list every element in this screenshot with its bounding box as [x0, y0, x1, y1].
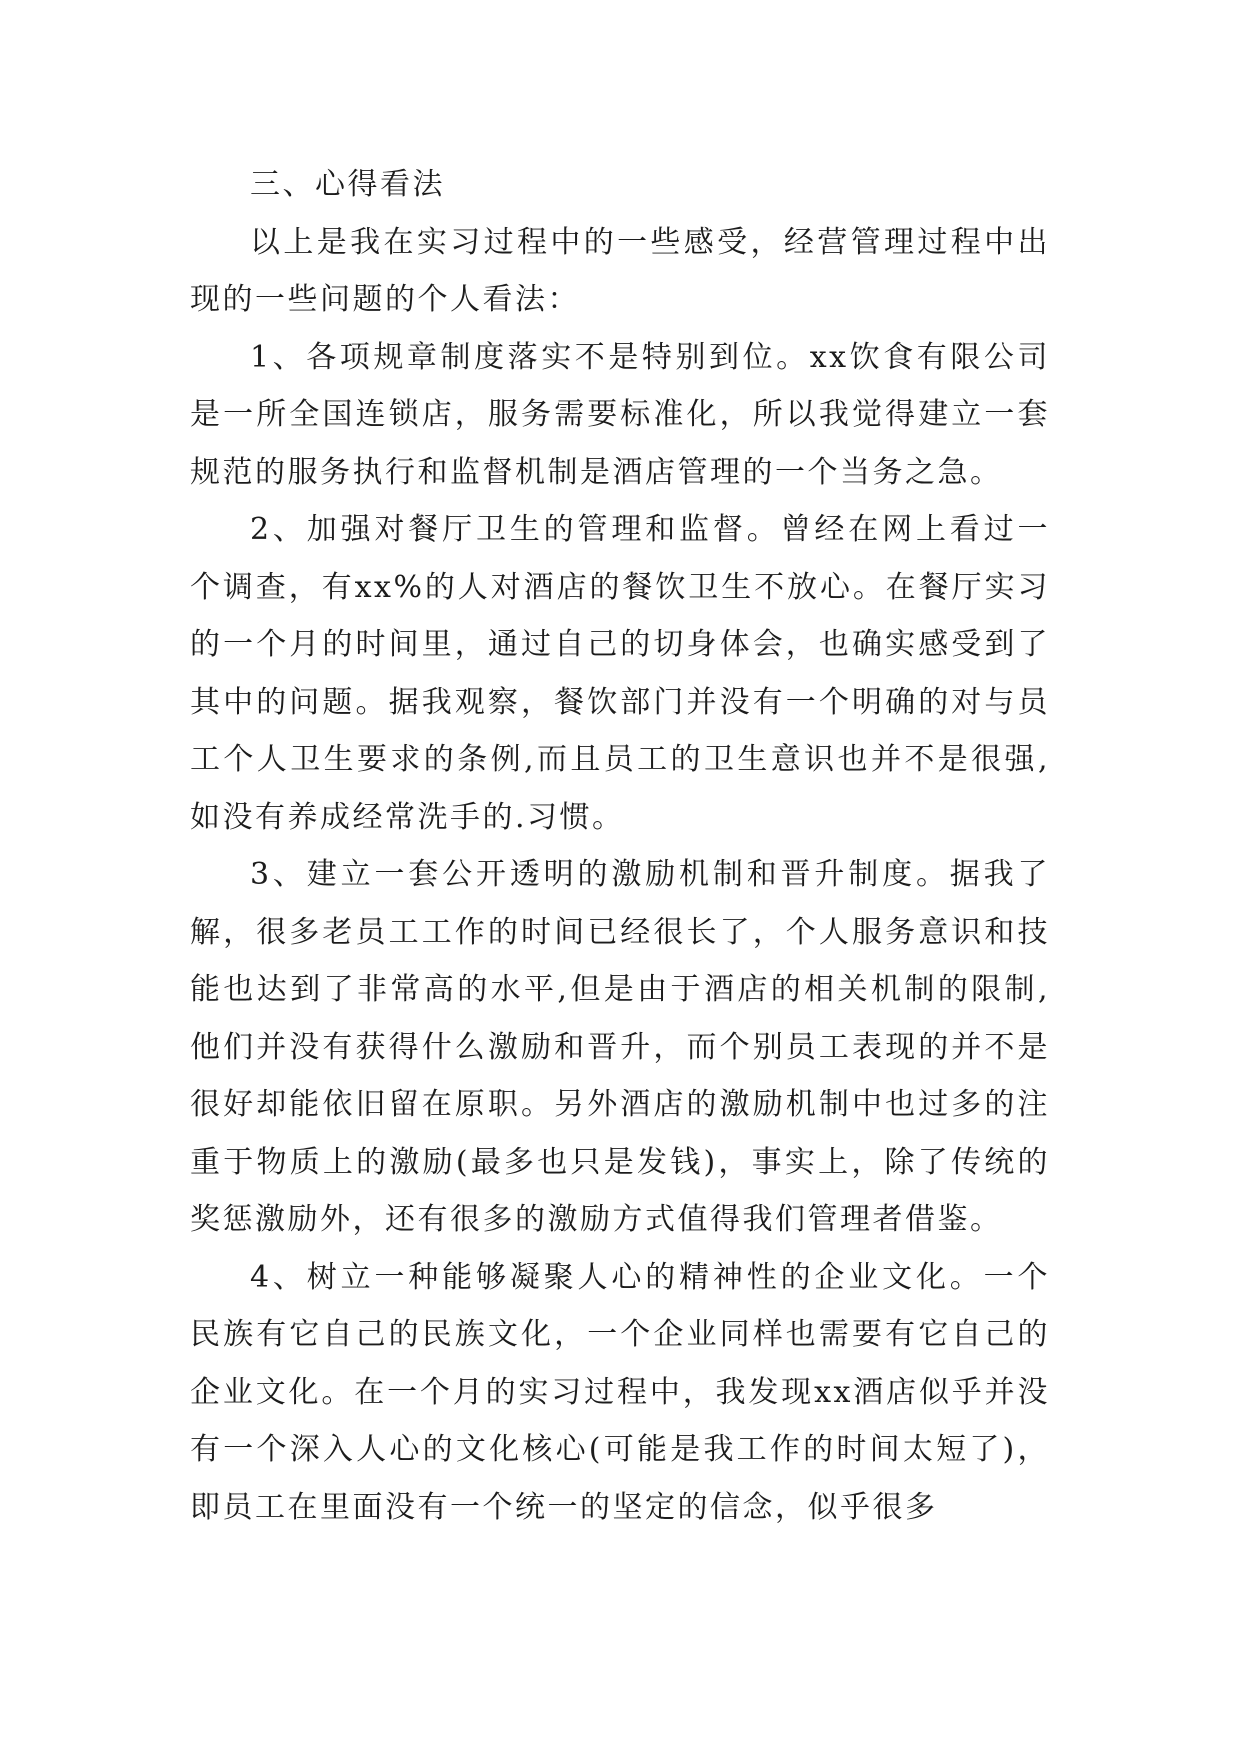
- paragraph-1: 1、各项规章制度落实不是特别到位。xx饮食有限公司是一所全国连锁店，服务需要标准化，所以我觉得建立一套规范的服务执行和监督机制是酒店管理的一个当务之急。: [190, 339, 1050, 490]
- paragraph-4: 4、树立一种能够凝聚人心的精神性的企业文化。一个民族有它自己的民族文化，一个企业同样也需要有它自己的企业文化。在一个月的实习过程中，我发现xx酒店似乎并没有一个深入人心的文化核心(可能是我工作的时间太短了)，即员工在里面没有一个统一的坚定的信念，似乎很多: [190, 1259, 1050, 1525]
- document-body: [190, 156, 1050, 1536]
- paragraph-3: 3、建立一套公开透明的激励机制和晋升制度。据我了解，很多老员工工作的时间已经很长了，个人服务意识和技能也达到了非常高的水平,但是由于酒店的相关机制的限制,他们并没有获得什么激励和晋升，而个别员工表现的并不是很好却能依旧留在原职。另外酒店的激励机制中也过多的注重于物质上的激励(最多也只是发钱)，事实上，除了传统的奖惩激励外，还有很多的激励方式值得我们管理者借鉴。: [190, 857, 1050, 1237]
- section-heading: 三、心得看法: [250, 167, 445, 202]
- paragraph-2: 2、加强对餐厅卫生的管理和监督。曾经在网上看过一个调查，有xx%的人对酒店的餐饮卫生不放心。在餐厅实习的一个月的时间里，通过自己的切身体会，也确实感受到了其中的问题。据我观察，餐饮部门并没有一个明确的对与员工个人卫生要求的条例,而且员工的卫生意识也并不是很强,如没有养成经常洗手的.习惯。: [190, 512, 1050, 835]
- intro-paragraph: 以上是我在实习过程中的一些感受，经营管理过程中出现的一些问题的个人看法：: [190, 224, 1050, 317]
